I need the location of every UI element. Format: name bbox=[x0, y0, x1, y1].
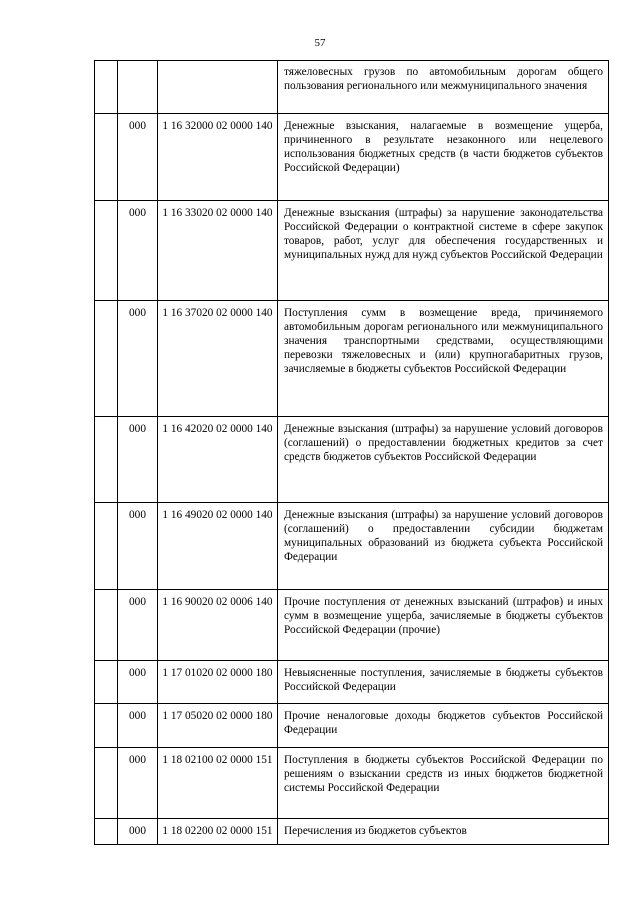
kbk-code-cell bbox=[158, 61, 278, 114]
budget-codes-table bbox=[94, 60, 609, 845]
admin-code-cell: 000 bbox=[118, 661, 158, 704]
kbk-code-cell: 1 17 05020 02 0000 180 bbox=[158, 704, 278, 748]
admin-code-cell: 000 bbox=[118, 590, 158, 661]
income-name-cell: тяжеловесных грузов по автомобильным дорогам общего пользования регионального или межмуниципального значения bbox=[278, 61, 609, 114]
admin-code-cell: 000 bbox=[118, 704, 158, 748]
table-row bbox=[95, 661, 609, 704]
table-cell-empty bbox=[95, 590, 118, 661]
income-name-cell: Денежные взыскания (штрафы) за нарушение законодательства Российской Федерации о контрактной системе в сфере закупок товаров, работ, услуг для обеспечения государственных и муниципальных нужд для нужд субъектов Российской Федерации bbox=[278, 201, 609, 301]
table-row bbox=[95, 61, 609, 114]
table-cell-empty bbox=[95, 748, 118, 819]
income-name-cell: Прочие поступления от денежных взысканий (штрафов) и иных сумм в возмещение ущерба, зачисляемые в бюджеты субъектов Российской Федерации (прочие) bbox=[278, 590, 609, 661]
income-name-cell: Перечисления из бюджетов субъектов bbox=[278, 819, 609, 845]
kbk-code-cell: 1 16 49020 02 0000 140 bbox=[158, 503, 278, 590]
table-row bbox=[95, 301, 609, 417]
kbk-code-cell: 1 16 90020 02 0006 140 bbox=[158, 590, 278, 661]
table-cell-empty bbox=[95, 503, 118, 590]
income-name-cell: Денежные взыскания (штрафы) за нарушение условий договоров (соглашений) о предоставлении бюджетных кредитов за счет средств бюджетов субъектов Российской Федерации bbox=[278, 417, 609, 503]
table-cell-empty bbox=[95, 114, 118, 201]
page-number: 57 bbox=[314, 37, 326, 49]
table-row bbox=[95, 114, 609, 201]
table-cell-empty bbox=[95, 61, 118, 114]
admin-code-cell bbox=[118, 61, 158, 114]
table-cell-empty bbox=[95, 301, 118, 417]
kbk-code-cell: 1 16 37020 02 0000 140 bbox=[158, 301, 278, 417]
income-name-cell: Поступления в бюджеты субъектов Российской Федерации по решениям о взыскании средств из иных бюджетов бюджетной системы Российской Федерации bbox=[278, 748, 609, 819]
table-row bbox=[95, 704, 609, 748]
admin-code-cell: 000 bbox=[118, 114, 158, 201]
kbk-code-cell: 1 16 33020 02 0000 140 bbox=[158, 201, 278, 301]
admin-code-cell: 000 bbox=[118, 417, 158, 503]
table-row bbox=[95, 590, 609, 661]
income-name-cell: Поступления сумм в возмещение вреда, причиняемого автомобильным дорогам регионального или межмуниципального значения транспортными средствами, осуществляющими перевозки тяжеловесных и (или) крупногабаритных грузов, зачисляемые в бюджеты субъектов Российской Федерации bbox=[278, 301, 609, 417]
table-cell-empty bbox=[95, 661, 118, 704]
kbk-code-cell: 1 18 02100 02 0000 151 bbox=[158, 748, 278, 819]
income-name-cell: Денежные взыскания (штрафы) за нарушение условий договоров (соглашений) о предоставлении субсидии бюджетам муниципальных образований из бюджета субъекта Российской Федерации bbox=[278, 503, 609, 590]
admin-code-cell: 000 bbox=[118, 819, 158, 845]
kbk-code-cell: 1 18 02200 02 0000 151 bbox=[158, 819, 278, 845]
table-row bbox=[95, 201, 609, 301]
admin-code-cell: 000 bbox=[118, 301, 158, 417]
admin-code-cell: 000 bbox=[118, 748, 158, 819]
income-name-cell: Денежные взыскания, налагаемые в возмещение ущерба, причиненного в результате незаконного или нецелевого использования бюджетных средств (в части бюджетов субъектов Российской Федерации) bbox=[278, 114, 609, 201]
table-cell-empty bbox=[95, 417, 118, 503]
table-row bbox=[95, 819, 609, 845]
admin-code-cell: 000 bbox=[118, 503, 158, 590]
table-row bbox=[95, 503, 609, 590]
table-cell-empty bbox=[95, 201, 118, 301]
income-name-cell: Невыясненные поступления, зачисляемые в бюджеты субъектов Российской Федерации bbox=[278, 661, 609, 704]
income-name-cell: Прочие неналоговые доходы бюджетов субъектов Российской Федерации bbox=[278, 704, 609, 748]
kbk-code-cell: 1 17 01020 02 0000 180 bbox=[158, 661, 278, 704]
table-row bbox=[95, 748, 609, 819]
kbk-code-cell: 1 16 32000 02 0000 140 bbox=[158, 114, 278, 201]
table-row bbox=[95, 417, 609, 503]
admin-code-cell: 000 bbox=[118, 201, 158, 301]
table-cell-empty bbox=[95, 819, 118, 845]
kbk-code-cell: 1 16 42020 02 0000 140 bbox=[158, 417, 278, 503]
table-cell-empty bbox=[95, 704, 118, 748]
